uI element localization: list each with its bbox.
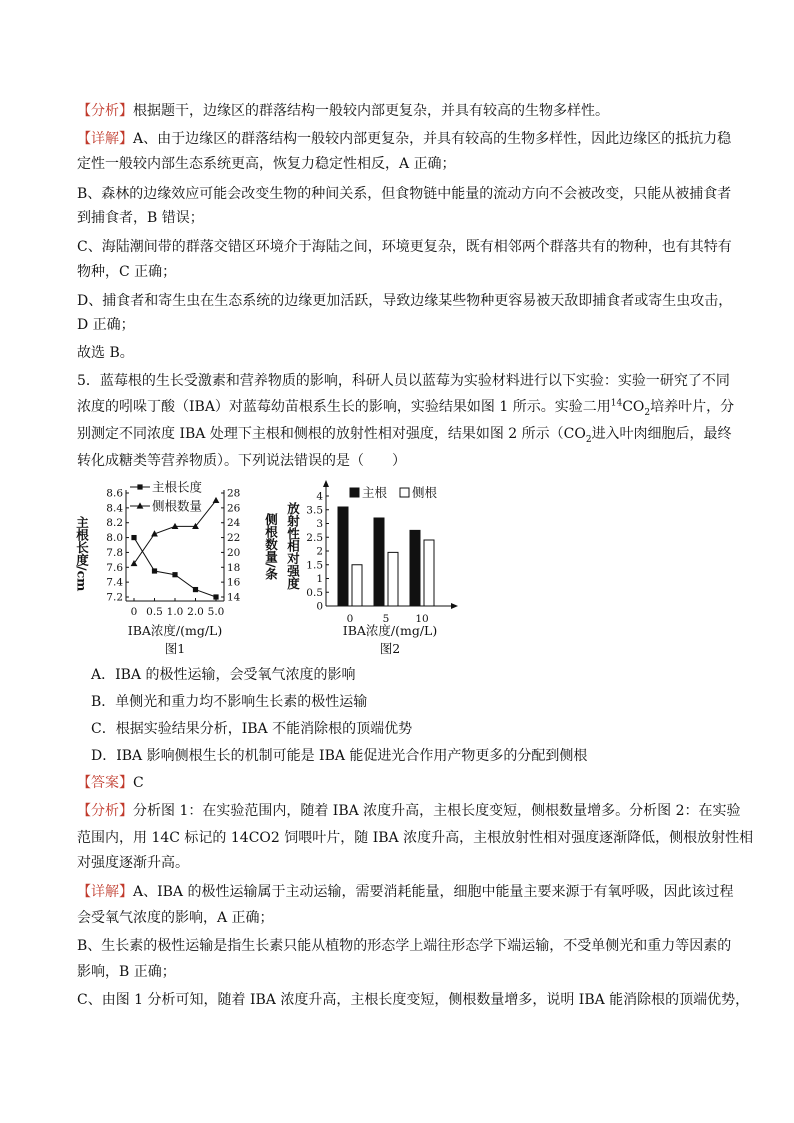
x-tick-label: 5.0 xyxy=(207,606,225,618)
text-line: 对强度逐渐升高。 xyxy=(77,855,189,871)
x-tick-label: 0 xyxy=(346,613,354,625)
legend-label: 侧根数量 xyxy=(152,498,203,514)
x-tick-label: 5 xyxy=(382,613,390,625)
question-5-stem: 浓度的吲哚丁酸（IBA）对蓝莓幼苗根系生长的影响，实验结果如图 1 所示。实验二用$^{14}CO_2$培养叶片，分 xyxy=(77,398,735,418)
right-tick-label: 22 xyxy=(227,532,241,545)
figure-caption: 图1 xyxy=(164,641,186,656)
text-line: 范围内，用 14C 标记的 14CO2 饲喂叶片，随 IBA 浓度升高，主根放射性相对强度逐渐降低，侧根放射性相 xyxy=(77,830,754,846)
figure-caption: 图2 xyxy=(379,641,401,656)
text-line: 到捕食者，B 错误； xyxy=(77,210,204,226)
bar-side-root xyxy=(388,552,398,606)
left-tick-label: 7.6 xyxy=(106,561,123,574)
x-tick-label: 2.0 xyxy=(187,606,204,618)
right-tick-label: 20 xyxy=(227,546,241,559)
bar-side-root xyxy=(352,565,362,606)
y-tick-label: 0 xyxy=(316,600,323,613)
analysis-paragraph-2: 【分析】分析图 1：在实验范围内，随着 IBA 浓度升高，主根长度变短，侧根数量增多。分析图 2：在实验 xyxy=(77,803,741,819)
detail-paragraph: 【详解】A、由于边缘区的群落结构一般较内部更复杂，并具有较高的生物多样性，因此边缘区的抵抗力稳 xyxy=(77,131,732,147)
x-axis-title: IBA浓度/(mg/L) xyxy=(127,623,223,638)
bar-main-root xyxy=(374,518,384,606)
y-axis-arrow xyxy=(323,480,329,487)
data-point xyxy=(193,587,198,592)
question-5-stem: 转化成糖类等营养物质）。下列说法错误的是（ ） xyxy=(77,453,406,469)
x-tick-label: 0 xyxy=(130,606,138,618)
text-line: D、捕食者和寄生虫在生态系统的边缘更加活跃，导致边缘某些物种更容易被天敌即捕食者或寄生虫攻击， xyxy=(77,293,733,309)
left-tick-label: 8.6 xyxy=(106,487,123,500)
answer-tag: 【答案】 xyxy=(77,775,133,791)
right-tick-label: 24 xyxy=(227,517,241,530)
legend-label: 侧根 xyxy=(412,485,438,500)
x-tick-label: 1.0 xyxy=(166,606,184,618)
left-tick-label: 7.8 xyxy=(106,546,123,559)
bar-side-root xyxy=(424,540,434,606)
detail-tag: 【详解】 xyxy=(77,884,133,900)
legend-marker xyxy=(137,484,142,489)
y-tick-label: 1.5 xyxy=(306,559,323,572)
figure-2-bar-chart xyxy=(284,478,464,658)
y-axis-title: 放射性相对强度 xyxy=(285,502,301,590)
text-line: 故选 B。 xyxy=(77,345,134,361)
data-point xyxy=(172,572,177,577)
figure-1-line-chart xyxy=(74,478,284,658)
detail-paragraph-2: 【详解】A、IBA 的极性运输属于主动运输，需要消耗能量，细胞中能量主要来源于有氧呼吸，因此该过程 xyxy=(77,884,734,900)
x-axis-arrow xyxy=(451,603,458,609)
text-line: D 正确； xyxy=(77,317,135,333)
data-point xyxy=(152,568,157,573)
bar-main-root xyxy=(338,507,348,606)
x-axis-title: IBA浓度/(mg/L) xyxy=(342,623,438,638)
analysis-paragraph: 【分析】根据题干，边缘区的群落结构一般较内部更复杂，并具有较高的生物多样性。 xyxy=(77,103,609,119)
option-b: B．单侧光和重力均不影响生长素的极性运输 xyxy=(91,694,368,710)
right-tick-label: 16 xyxy=(227,576,241,589)
left-tick-label: 7.4 xyxy=(106,576,123,589)
left-tick-label: 8.0 xyxy=(106,532,123,545)
bar-main-root xyxy=(410,530,420,606)
x-tick-label: 0.5 xyxy=(146,606,163,618)
text-line: 定性一般较内部生态系统更高，恢复力稳定性相反，A 正确； xyxy=(77,156,456,172)
detail-tag: 【详解】 xyxy=(77,131,133,147)
y-tick-label: 0.5 xyxy=(306,586,323,599)
option-a: A．IBA 的极性运输，会受氧气浓度的影响 xyxy=(91,667,356,683)
data-point xyxy=(131,535,136,540)
text-line: 会受氧气浓度的影响，A 正确； xyxy=(77,910,274,926)
text-line: B、生长素的极性运输是指生长素只能从植物的形态学上端往形态学下端运输，不受单侧光和重力等因素的 xyxy=(77,938,732,954)
legend-label: 主根长度 xyxy=(152,479,203,495)
text-line: C、海陆潮间带的群落交错区环境介于海陆之间，环境更复杂，既有相邻两个群落共有的物种，也有其特有 xyxy=(77,239,732,255)
question-5-stem: 5．蓝莓根的生长受激素和营养物质的影响，科研人员以蓝莓为实验材料进行以下实验：实验一研究了不同 xyxy=(77,373,730,389)
right-tick-label: 18 xyxy=(227,561,241,574)
text-line: 物种，C 正确； xyxy=(77,264,177,280)
left-tick-label: 7.2 xyxy=(106,591,123,604)
left-axis-title: 主根长度/cm xyxy=(74,516,90,592)
question-5-stem: 别测定不同浓度 IBA 处理下主根和侧根的放射性相对强度，结果如图 2 所示（$CO_2$进入叶肉细胞后，最终 xyxy=(77,426,732,445)
option-c: C．根据实验结果分析，IBA 不能消除根的顶端优势 xyxy=(91,721,413,737)
right-tick-label: 28 xyxy=(227,487,241,500)
right-tick-label: 14 xyxy=(227,591,241,604)
text-line: C、由图 1 分析可知，随着 IBA 浓度升高，主根长度变短，侧根数量增多，说明 IBA 能消除根的顶端优势， xyxy=(77,992,750,1008)
y-tick-label: 1 xyxy=(316,573,323,585)
analysis-tag: 【分析】 xyxy=(77,103,133,119)
legend-swatch xyxy=(400,488,409,497)
x-tick-label: 10 xyxy=(415,613,429,625)
analysis-tag: 【分析】 xyxy=(77,803,133,819)
y-tick-label: 2.5 xyxy=(306,531,323,544)
text-line: B、森林的边缘效应可能会改变生物的种间关系，但食物链中能量的流动方向不会被改变，只能从被捕食者 xyxy=(77,186,732,202)
data-point xyxy=(213,497,220,503)
right-axis-title: 侧根数量/条 xyxy=(263,513,279,581)
left-tick-label: 8.4 xyxy=(106,502,123,515)
answer-line xyxy=(77,773,727,793)
y-tick-label: 3.5 xyxy=(306,504,323,517)
right-tick-label: 26 xyxy=(227,502,241,515)
answer-value: C xyxy=(133,775,144,791)
y-tick-label: 4 xyxy=(316,490,323,503)
text-line: 影响，B 正确； xyxy=(77,964,176,980)
y-tick-label: 2 xyxy=(316,545,323,558)
left-tick-label: 8.2 xyxy=(106,517,123,530)
legend-swatch xyxy=(350,488,359,497)
y-tick-label: 3 xyxy=(316,518,323,530)
legend-label: 主根 xyxy=(362,485,388,500)
data-point xyxy=(213,594,218,599)
option-d: D．IBA 影响侧根生长的机制可能是 IBA 能促进光合作用产物更多的分配到侧根 xyxy=(91,748,588,764)
